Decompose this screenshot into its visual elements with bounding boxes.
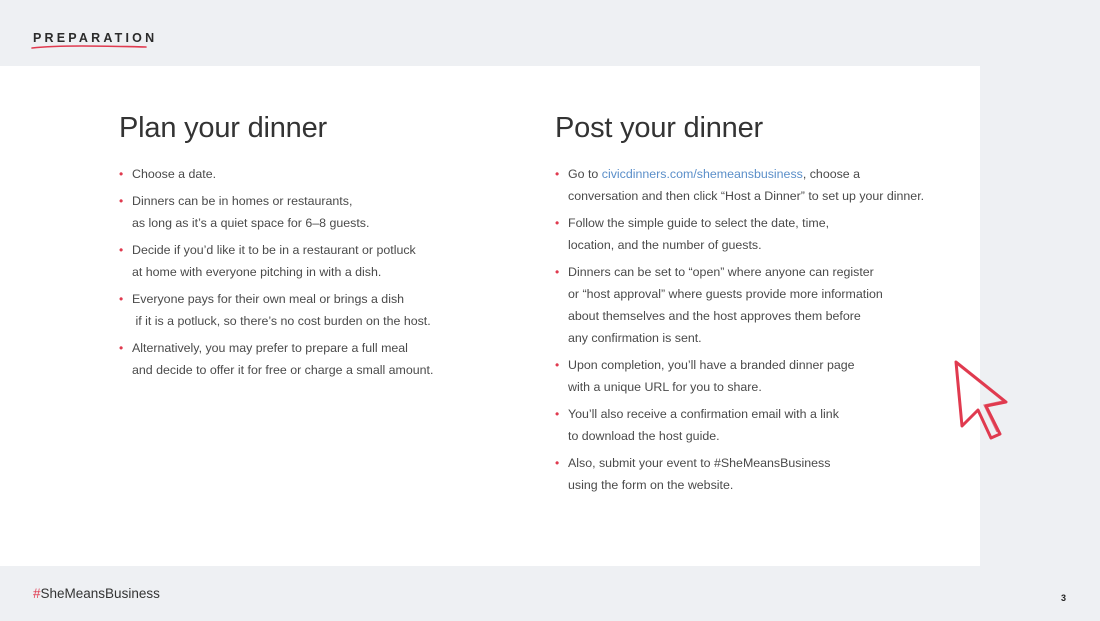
- bullet-icon: •: [119, 341, 124, 355]
- section-underline: [31, 44, 147, 50]
- bullet-icon: •: [555, 407, 560, 421]
- list-item: • Alternatively, you may prefer to prepare a full meal and decide to offer it for free or charge a small amount.: [119, 337, 499, 381]
- bullet-icon: •: [555, 167, 560, 181]
- content-panel: [0, 66, 980, 566]
- civicdinners-link[interactable]: civicdinners.com/shemeansbusiness: [601, 167, 803, 181]
- list-item: • You’ll also receive a confirmation email with a link to download the host guide.: [555, 403, 935, 447]
- plan-title: Plan your dinner: [119, 112, 327, 144]
- bullet-icon: •: [555, 456, 560, 470]
- list-item: • Upon completion, you’ll have a branded dinner page with a unique URL for you to share.: [555, 354, 935, 398]
- list-item: • Choose a date.: [119, 163, 499, 185]
- list-item: • Also, submit your event to #SheMeansBusiness using the form on the website.: [555, 452, 935, 496]
- post-title: Post your dinner: [555, 112, 763, 144]
- cursor-arrow-icon: [948, 356, 1014, 442]
- list-item: • Decide if you’d like it to be in a restaurant or potluck at home with everyone pitching in with a dish.: [119, 239, 499, 283]
- bullet-icon: •: [555, 216, 560, 230]
- brand-hashtag: #SheMeansBusiness: [33, 586, 160, 601]
- bullet-icon: •: [119, 243, 124, 257]
- list-item: • Dinners can be in homes or restaurants, as long as it’s a quiet space for 6–8 guests.: [119, 190, 499, 234]
- post-column: [555, 112, 935, 501]
- list-item: • Dinners can be set to “open” where anyone can register or “host approval” where guests provide more information about themselves and the host approves them before any confirmation is sent.: [555, 261, 935, 349]
- bullet-icon: •: [119, 167, 124, 181]
- plan-column: [119, 112, 499, 386]
- bullet-icon: •: [119, 194, 124, 208]
- list-item: • Follow the simple guide to select the date, time, location, and the number of guests.: [555, 212, 935, 256]
- page-number: 3: [1061, 593, 1067, 603]
- bullet-icon: •: [555, 358, 560, 372]
- list-item: • Go to civicdinners.com/shemeansbusiness, choose a conversation and then click “Host a Dinner” to set up your dinner.: [555, 163, 935, 207]
- list-item: • Everyone pays for their own meal or brings a dish if it is a potluck, so there’s no cost burden on the host.: [119, 288, 499, 332]
- section-label: PREPARATION: [33, 31, 158, 45]
- plan-list: [119, 163, 499, 381]
- post-list: [555, 163, 935, 496]
- bullet-icon: •: [555, 265, 560, 279]
- bullet-icon: •: [119, 292, 124, 306]
